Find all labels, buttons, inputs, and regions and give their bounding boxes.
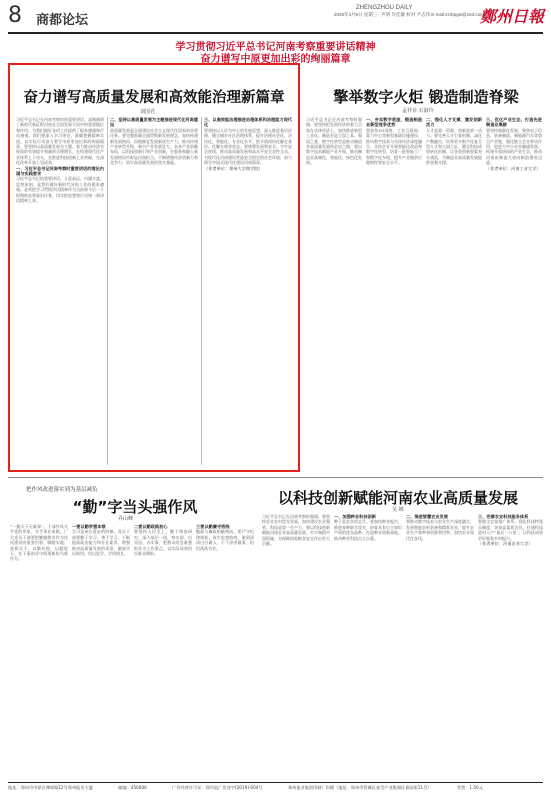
article-bottom-right-column-1 [262,514,330,778]
page-footer [8,785,543,791]
article-left-paragraph: 习近平总书记的重要讲话，立意高远、内涵丰富、思想深刻，是我们做好新时代河南工作的根本遵循。必须把学习贯彻讲话精神作为当前和今后一个时期的首要政治任务，切实把思想和行动统一到讲话精神上来。 [16,176,104,204]
article-bottom-left-column-1 [10,524,68,778]
publication-english-name: ZHENGZHOU DAILY [356,5,413,11]
article-right-byline: 孟祥菲 石淑玲 [402,108,434,114]
article-bottom-right-subheading-3: 三、完善农业科技服务体系 [478,514,529,519]
article-bottom-right-subheading-2: 二、推进智慧农业发展 [406,514,448,519]
article-right-column-2 [366,117,422,467]
article-bottom-right-byline: 吴 锦 [392,507,404,513]
article-bottom-right-title: 以科技创新赋能河南农业高质量发展 [277,489,518,507]
article-right-column-1 [306,117,362,467]
article-bottom-left-subheading-3: 三要以勤廉守底线 [196,524,230,529]
article-left-paragraph: 高质量发展是全面建设社会主义现代化国家的首要任务。要完整准确全面贯彻新发展理念，加快构建新发展格局，因地制宜发展新质生产力，推动传统产业转型升级、新兴产业发展壮大、未来产业前瞻布局，以科技创新引领产业创新，在服务和融入新发展格局中彰显河南担当，不断增强经济创新力和竞争力，筑牢高质量发展的坚实基础。 [110,127,198,166]
article-bottom-right-column-3 [406,514,474,778]
article-bottom-right-paragraph: 习近平总书记在河南考察时强调，要坚持农业农村优先发展，加快建设农业强省。科技是第一生产力，要以科技创新赋能河南农业高质量发展，牢牢端稳中国饭碗，为保障国家粮食安全作出更大贡献。 [262,514,330,547]
article-left-paragraph: 习近平总书记在河南考察时的重要讲话，深刻阐明了新时代新征程河南在全国发展大局中的重要地位和作用，为我们做好各项工作提供了根本遵循和行动指南。我们要深入学习领会，准确把握精神实质，以实际行动奋力谱写中原更加出彩的绚丽篇章。要坚持以高质量发展为主题，着力推动经济实现质的有效提升和量的合理增长，在构建现代化产业体系上下功夫，在推进科技创新上求突破，在深化改革开放上见成效。 [16,117,104,166]
article-bottom-left-paragraph: 学习是成长进步的阶梯。党员干部要勤于学习、善于学习，不断提高政治能力和专业素养，增强推动高质量发展的本领，做到学以致用、用以促学、学用相长。 [72,529,130,557]
article-bottom-right-author-note: （作者单位：河南农业大学） [478,541,533,547]
article-bottom-left-subheading-1: 一要以勤学强本领 [72,524,106,529]
article-left-author-note: （作者单位：郑州大学商学院） [204,165,263,171]
article-bottom-left-paragraph: “一勤天下无难事”。干部作风关乎党的形象，关乎事业成败。广大党员干部要把勤勉敬业作为作风建设的重要内容，脚踏实地、真抓实干，以勤补拙、以勤促干，在干事创业中展现新担当新作为。 [10,524,68,562]
column-divider [107,117,108,465]
article-bottom-left-column-3 [134,524,192,778]
column-divider [201,117,202,465]
article-left-subheading-1: 一、习近平总书记河南考察时重要讲话的理论内涵与实践要求 [16,165,104,177]
article-right-paragraph: 人才是第一资源，创新是第一动力。要完善人才引育机制，深化产教融合，培养更多数字化复合型人才和大国工匠，健全科技成果转化机制，让各类创新要素充分涌流，为制造业高质量发展提供坚强支撑。 [426,127,482,166]
article-bottom-left-title: “勤”字当头强作风 [72,498,198,516]
article-right-subheading-2: 二、强化人才支撑，激发创新活力 [426,117,482,128]
banner-line-1: 学习贯彻习近平总书记河南考察重要讲话精神 [175,42,376,53]
article-bottom-left-byline: 乔山峰 [118,516,134,522]
section-name: 商都论坛 [36,13,89,28]
article-right-subheading-3: 三、优化产业生态，打造先进制造业集群 [486,117,542,128]
article-right-paragraph: 要坚持集群化发展，聚焦电子信息、装备制造、新能源汽车等重点产业链，强化链主企业带动作用，促进大中小企业融通发展，构建开放协同的产业生态，推动河南由制造大省向制造强省迈进。 [486,127,542,166]
article-right-paragraph: 要加快5G网络、工业互联网、算力中心等新型基础设施建设，推动数字技术与实体经济深度融合，支持企业开展智能化改造和数字化转型，培育一批智能工厂和数字化车间，提升产业链供应链韧性和安全水平。 [366,127,422,166]
footer-printer: 郑州报业集团印刷厂印刷（地址：郑州市管城区金岱产业集聚区嘉园街11号） [287,785,432,790]
article-bottom-left-column-4 [196,524,254,778]
article-bottom-right-column-4 [478,514,543,778]
page-number: 8 [8,3,22,28]
article-left-column-1 [16,117,104,467]
newspaper-logo: 鄭州日報 [480,7,545,26]
article-bottom-right-column-2 [334,514,402,778]
page-header [0,0,551,34]
article-right-paragraph: 习近平总书记在河南考察时强调，要坚持把发展经济的着力点放在实体经济上，加快推进新型工业化。制造业是立国之本、强国之基，数字化转型是推动制造业高质量发展的必由之路，要以数字技术赋能产业升级，推动制造业高端化、智能化、绿色化发展。 [306,117,362,166]
article-bottom-left-column-2 [72,524,130,778]
article-bottom-right-paragraph: 要健全农技推广体系，强化科技特派员制度，培育高素质农民，打通科技进村入户“最后一公里”，让科技成果更好服务乡村振兴。 [478,519,543,541]
article-right-column-4 [486,117,542,467]
section-divider [8,477,543,478]
article-bottom-right-paragraph: 种子是农业的芯片。要加快种业振兴，推进育种联合攻关，培育具有自主知识产权的优良品种，打造种业创新高地，推动种业科技自立自强。 [334,519,402,541]
article-bottom-left-paragraph: 要坚持人民至上，勤于调查研究，深入基层一线，察实情、出实招、办实事，把群众的急难愁盼作为工作重点，以实际成效回应群众期盼。 [134,529,192,557]
article-bottom-left-kicker: 把作风改进落实到为基层减负 [26,487,98,493]
article-left-subheading-2: 二、坚持以高质量发展为主题推进现代化河南建设 [110,117,198,128]
footer-rule [8,782,543,783]
article-bottom-left-paragraph: 勤政与廉政相辅相成。要严守纪律规矩，筑牢思想防线，做到清清白白做人、干干净净做事、坦坦荡荡为官。 [196,529,254,551]
article-bottom-right-paragraph: 要推动数字技术与农业生产深度融合，发展智能农机装备和精准农业，提升农业生产效率和资源利用率，加快农业现代化步伐。 [406,519,474,541]
footer-ad-license: 广告经营许可证：郑市监广发登字[2019]-004号 [172,785,263,790]
footer-address: 地址：郑州市中原区博颂路12号郑州报业大厦 [8,785,93,790]
article-bottom-left-subheading-2: 二要以勤政践初心 [134,524,168,529]
article-right-subheading-1: 一、夯实数字底座，锻造制造业新型竞争优势 [366,117,422,128]
header-rule [8,32,543,34]
article-right-author-note: （作者单位：河南工业大学） [486,165,541,171]
footer-postcode: 邮编：450006 [118,785,147,790]
article-left-subheading-3: 三、以高效能治理推进治理体系和治理能力现代化 [204,117,292,128]
article-left-title: 奋力谱写高质量发展和高效能治理新篇章 [23,90,285,106]
article-bottom-right-subheading-1: 一、加强种业科技创新 [334,514,376,519]
publication-info: 2025年4月9日 星期三 · 声明 许佳璇 校对 尹志伟 E-mail:zzrbpgw@163.com [334,12,484,17]
footer-price: 零售：1.50元 [456,785,483,790]
banner-line-2: 奋力谱写中原更加出彩的绚丽篇章 [200,54,351,65]
article-right-title: 擎举数字火炬 锻造制造脊梁 [333,88,519,106]
article-left-byline: 刘国君 [140,109,156,115]
article-right-column-3 [426,117,482,467]
article-left-paragraph: 要坚持以人民为中心的发展思想，深入推进基层治理，健全城乡社区治理体系，提升治理社会化、法治化、智能化、专业化水平，把矛盾纠纷化解在基层、化解在萌芽状态。要统筹发展和安全，守牢安全底线，推动高质量发展和高水平安全良性互动，为现代化河南建设营造安全稳定的社会环境，奋力谱写中国式现代化建设河南篇章。 [204,127,292,166]
article-left-column-2 [110,117,198,467]
article-left-column-3 [204,117,292,467]
